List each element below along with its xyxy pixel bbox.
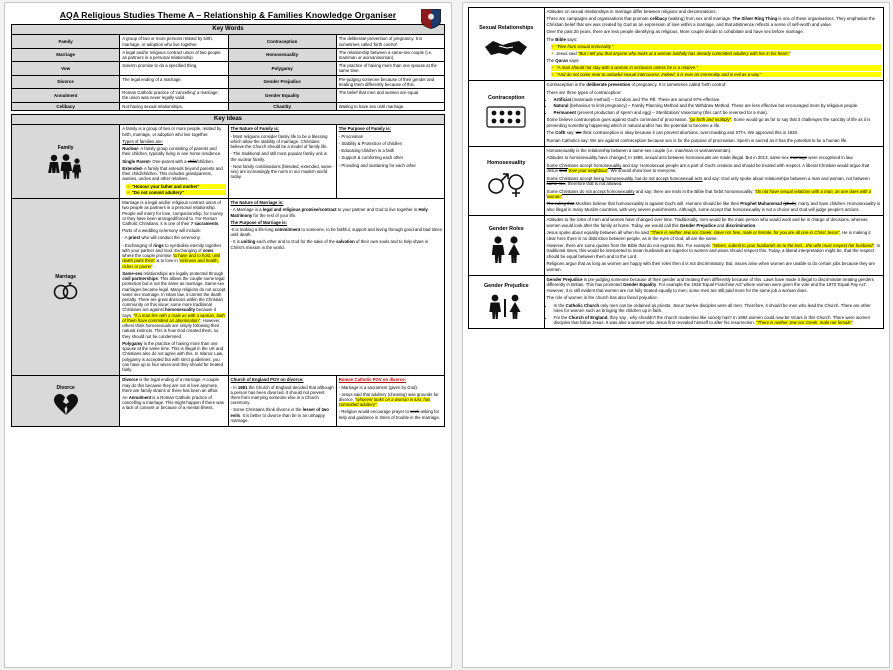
paragraph: Homosexuality is the relationship between a same-sex couple (i.e. man/man or woman/woman).: [546, 148, 732, 154]
keyword-term: Family: [12, 35, 120, 48]
table-row-gender-prejudice: [469, 276, 884, 329]
paragraph: However, there are some quotes from the Bible that do not express this. For example: "Wives, submit to your husbands as to the lord…the wife must respect her husband". In traditional times, this would be interpreted to mean husbands are superior to women and wives should respect this. Today, a liberal interpretation might be, that the respect should be equal between them and to the Lord.: [546, 242, 881, 259]
family-label-cell: [12, 125, 120, 199]
keyword-term: Vow: [12, 62, 120, 75]
table-row: [12, 35, 445, 48]
paragraph: There are three types of contraception:: [546, 89, 622, 95]
paragraph: Jesus spoke about equality between all when he said "There is neither Jew nor Greek, slave nor free, male or female, for you are all one in Christ Jesus". He is making it clear here there is no distinction between people, as in the eyes of God, all are the same.: [546, 230, 871, 241]
family-quote: ✦ "Do not commit adultery": [126, 190, 225, 195]
family-icon: [46, 153, 86, 179]
paragraph: Gender Prejudice is pre-judging someone because of their gender and treating them differently because of this. Laws have made it illegal to discriminate treating genders differently in Britian. This has promoted Gender Equality. For example the 1928 'Equal Franchise Act' where women were given the vote and the 1970 'Equal Pay Act'. However, it is still evident that women are not fully treated equally to men; some men are still paid more for the same job a woman does.: [546, 277, 874, 293]
paragraph: The CofE say: we think contraception is okay because it can prevent abortions, overcrowding and STI's. We approved this in 1930.: [546, 130, 799, 136]
table-row: [12, 102, 445, 110]
divorce-coe-p1: - In 1981 the Church of England decided that although a person has been divorced, it should not prevent them from marrying someone else in a Church ceremony.: [230, 384, 334, 406]
sexual-relationships-label: Sexual Relationships: [479, 25, 534, 32]
divorce-rc-p1: - Marriage is a sacrament (given by God).: [338, 384, 419, 390]
church-roles-list: [547, 303, 881, 326]
marriage-p2: Parts of a wedding ceremony will include:: [122, 228, 202, 234]
table-row-homosexuality: [469, 147, 884, 216]
marriage-col1: [120, 199, 228, 376]
paragraph: Attitudes on sexual relationships in marriage differ between religions and denominations.: [546, 9, 717, 14]
gender-prejudice-label: Gender Prejudice: [483, 283, 529, 290]
family-types-head: Types of families are:: [122, 138, 163, 144]
divorce-rc-head: Roman Catholic POV on divorce:: [338, 377, 407, 383]
quote: ✦ "Flee from sexual immorality.": [551, 44, 881, 49]
marriage-p4: Polygamy is the practice of having more than one spouse at the same time. This is illegal in the UK and Christians also do not agree with this. In Islamic Law, polygamy is accepted but with strict guidelines; you can have up to four wives and they should be treated fairly.: [122, 340, 224, 373]
keyword-def: Solemn promise to do a specified thing.: [120, 62, 228, 75]
keyword-term: Annulment: [12, 89, 120, 102]
gender-roles-label: Gender Roles: [488, 225, 524, 232]
key-words-table: [11, 24, 445, 111]
homosexuality-label-cell: [469, 147, 545, 216]
paragraph: Contraception is the deliberate prevention of pregnancy. It is sometimes called 'birth control'.: [546, 82, 728, 88]
paragraph: The ruling that Muslims believe that homosexuality is against God's will. Humans should be like their Prophet Muhammad (pbuh); marry and have children. Homosexuality is also illegal in many Muslim countries, with very severe punishments. Although, some accept that homosexuality is not a choice and God will judge people's actions.: [546, 201, 881, 212]
keyword-def: The legal ending of a marriage.: [120, 75, 228, 88]
family-nature-head: The Nature of Family is:: [230, 126, 280, 132]
keyword-term: Contraception: [228, 35, 336, 48]
keyword-def: A legal and/or religious contract union of two people as partners in a personal relationship: [120, 48, 228, 61]
list-item: • For the Church of England, they say , why shouldn't the church modernise like society has? In 1992 women could now be Vicars in this Church. There were women disciples that follow Jesus. It was also a women who Jesus first revealed himself to after his resurrection. "There is neither Jew nor Greek, male nor female".: [554, 315, 881, 326]
keyword-term: Polygamy: [228, 62, 336, 75]
table-row-family: [12, 125, 445, 199]
wedding-rings-icon: [49, 282, 83, 300]
gender-prejudice-label-cell: [469, 276, 545, 329]
marriage-col2: [228, 199, 445, 376]
title-block: [11, 10, 445, 20]
table-row: [12, 62, 445, 75]
sexual-relationships-body: [544, 8, 883, 81]
page-title: AQA Religious Studies Theme A – Relationship & Families Knowledge Organiser: [59, 10, 397, 20]
marriage-p1: Marriage is a legal and/or religious contract union of two people as partners in a personal relationship. People will marry for love, companionship, for money or they have been arranged/forced to. For Roman Catholic Christians, it is one of their 7 sacraments.: [122, 200, 224, 226]
family-p1: A family is a group of two or more people, related by birth, marriage, or adoption who live together.: [122, 126, 222, 137]
keyword-term: Chastity: [228, 102, 336, 110]
bible-quotes: [547, 44, 881, 56]
divorce-rc-p3: - Religion would encourage prayer to seek asking for help and guidance in times of trouble in the marriage.: [338, 409, 441, 420]
marriage-nature-head: The Nature of Marriage is:: [230, 200, 284, 206]
gender-prejudice-body: [544, 276, 883, 329]
paragraph: There are campaigns and organisations that promote celibacy (waiting) from sex until marriage. The Silver Ring Thing is one of these organisations. They emphasise the Christian belief that sex was created by God as an expression of love within a marriage, and that abstinence reflects a sense of self-worth and value.: [546, 16, 876, 27]
list-item: • Natural (behaviour to limit pregnancy) – Family Planning Method and the Withdraw Method. These are less effective but encouraged more by religious people.: [554, 103, 881, 108]
keyword-def: The relationship between a same-sex couple (i.e. man/man or woman/woman).: [336, 48, 444, 61]
family-col2: [228, 125, 336, 199]
table-row: [12, 75, 445, 88]
table-row-gender-roles: [469, 216, 884, 276]
pills-icon: [484, 104, 528, 130]
key-ideas-header: Key Ideas: [12, 115, 445, 125]
family-label: Family: [57, 144, 74, 151]
keyword-def: Waiting to have sex until marriage.: [336, 102, 444, 110]
man-woman-icon: [485, 235, 527, 263]
paragraph: Roman Catholics say: We are against contraception because sex is for the purpose of procreation. Sperm is sacred as it has the potential to be a human life.: [546, 137, 848, 143]
family-purpose-item: - Procreation: [338, 133, 364, 139]
list-item: • In the Catholic Church only men can be ordained as priests. Jesus' twelve disciples were all men. Therefore, it should be men who lead the Church. There are other roles for women such as bringing the children up in faith.: [554, 303, 881, 314]
divorce-p2: An Annulment is a Roman Catholic practice of cancelling a marriage. This might happen if there was a lack of consent or because of a mental illness.: [122, 395, 224, 411]
key-ideas-table: [11, 114, 445, 427]
right-topics-table: [468, 7, 884, 329]
family-single: Single Parent- One-parent with a child/children.: [122, 158, 214, 164]
keyword-def: The practice of having more than one spouse at the same time.: [336, 62, 444, 75]
table-row-contraception: [469, 81, 884, 147]
paragraph: Religions argue that as long as women are happy with their roles then it is not discriminatory. But, issues arise when women are unable to do certain jobs because they are women.: [546, 261, 876, 272]
keyword-term: Homosexuality: [228, 48, 336, 61]
divorce-rc-p2: - Jesus said that adultery (cheating) was grounds for divorce, "whoever looks on a woman in lust, has committed adultery".: [338, 391, 439, 408]
paragraph: Some Christians do not accept homosexuality and say: there are texts in the Bible that forbit homosexuality: "do not have sexual relations with a man, as one does with a woman".: [546, 188, 872, 199]
gender-roles-body: [544, 216, 883, 276]
keyword-def: The belief that men and women are equal.: [336, 89, 444, 102]
divorce-col1: [120, 376, 228, 427]
paragraph: Attitudes to homosexuality have changed; In 1885, sexual acts between homosexuals are made illegal. But in 2013, same-sex marriage were recognised in law.: [546, 155, 854, 161]
quran-quotes: [547, 65, 881, 77]
left-page: [4, 2, 452, 668]
paragraph: The Quran says:: [546, 57, 580, 63]
quote: ✦ "And do not come near to unlawful sexual intercourse. Indeed, it is ever an immorality and is evil as a way.": [551, 72, 881, 77]
keyword-term: Gender Equality: [228, 89, 336, 102]
quote: ✦ "A man should not stay with a woman in seclusion unless he is a relative.": [551, 65, 881, 70]
marriage-label: Marriage: [55, 274, 77, 281]
contraception-label-cell: [469, 81, 545, 147]
school-crest-icon: [419, 8, 443, 30]
paragraph: The Bible says:: [546, 36, 578, 42]
marriage-b1: - A priest who will conduct the ceremony.: [122, 235, 201, 241]
keyword-term: Celibacy: [12, 102, 120, 110]
table-row-marriage: [12, 199, 445, 376]
keyword-term: Gender Prejudice: [228, 75, 336, 88]
family-col1: [120, 125, 228, 199]
family-purpose-item: - Providing and sustaining for each other: [338, 162, 416, 168]
table-row-divorce: [12, 376, 445, 427]
homosexuality-body: [544, 147, 883, 216]
handshake-icon: [483, 35, 529, 61]
list-item: • Artificial (manmade method) – Condom and The Pill. These are around 97% effective.: [554, 97, 881, 102]
paragraph: Over the past 20 years, there are less people identifying as religious. More couple decide to cohabitate and have sex before marriage.: [546, 29, 804, 35]
divorce-coe-head: Church of England POV on divorce:: [230, 377, 304, 383]
table-row: [12, 48, 445, 61]
family-nature-item: - New family combinations (blended, extended, same-sex) are increasingly the norm in our modern world today.: [230, 163, 333, 180]
family-purpose-item: - Educating children in a faith: [338, 148, 395, 154]
table-row: [12, 89, 445, 102]
paragraph: Some Christians accept being homosexuality, but do not accept homosexual acts and say: God only spoke about relationships between a man and woman, not between same-sex, therefore that is not allowed.: [546, 175, 870, 187]
paragraph: The role of women in the church has also faced prejudice:: [546, 295, 658, 301]
family-purpose-item: - Support & comforting each other: [338, 155, 404, 161]
homosexuality-label: Homosexuality: [487, 160, 526, 167]
family-purpose-item: - Stability & Protection of children: [338, 140, 403, 146]
sexual-relationships-label-cell: [469, 8, 545, 81]
keyword-def: Not having sexual relationships.: [120, 102, 228, 110]
family-quotes: [122, 184, 225, 195]
paragraph: Some believe contraception goes against God's command of procreation, "go forth and multiply". Some would go as far to say that it challenges the sanctity of life as it is preventing something happening which is natural and/or has the potential to become a life.: [546, 117, 871, 128]
family-quote: ✦ "Honour your father and mother": [126, 184, 225, 189]
contraception-label: Contraception: [488, 94, 525, 101]
broken-heart-icon: [53, 393, 79, 417]
scales-people-icon: [484, 293, 528, 319]
keyword-def: The deliberate prevention of pregnancy. It is sometimes called 'birth control'.: [336, 35, 444, 48]
marriage-p3: Same-sex relationships are legally protected through civil partnerships. This allows the couple some legal protection but is not the same as marriage. Same-sex marriages became legal. Many religions do not accept same sex marriage. In Islam law, it carries the death penalty. There are great divisions within the Christian community on this issue; some more traditional Christians are against homosexuality because it says, "if a man lies with a male as with a woman, both of them have committed an abomination". However, others think homosexuals are simply following their natural instincts. This is how God created them, so they should not be condemned.: [122, 270, 226, 339]
page-gap: [452, 0, 462, 670]
divorce-coe-p2: - Some Christians think divorce is the lesser of two evils. It is better to divorce than be in an unhappy marriage.: [230, 407, 329, 423]
keyword-def: Pre-judging someone because of their gender and treating them differently because of this.: [336, 75, 444, 88]
key-words-header: Key Words: [12, 25, 445, 35]
family-col3: [336, 125, 444, 199]
divorce-col2: [228, 376, 336, 427]
list-item: • Permanent (prevent production of sperm and egg) – Sterilization/ Vasectomy (this can't be reversed for a man).: [554, 110, 881, 115]
divorce-p1: Divorce is the legal ending of a marriage. A couple may do this because they are not in love anymore, there are family strains or there has been an affair.: [122, 377, 219, 393]
right-page: [462, 2, 890, 668]
family-nuclear: Nuclear- A family group consisting of parents and their children, typically living in one home residence.: [122, 146, 222, 157]
keyword-def: Roman Catholic practice of 'cancelling' a marriage; the union was never legally valid.: [120, 89, 228, 102]
divorce-label-cell: [12, 376, 120, 427]
marriage-purpose-head: The Purpose of Marriage is:: [230, 219, 288, 225]
keyword-def: A group of two or more persons related by birth, marriage, or adoption who live together.: [120, 35, 228, 48]
table-row-sexual-relationships: [469, 8, 884, 81]
divorce-label: Divorce: [56, 385, 75, 392]
family-extended: Extended- A family that extends beyond parents and their child/children. This includes grandparents, aunties, uncles and other relatives.: [122, 165, 223, 182]
keyword-term: Marriage: [12, 48, 120, 61]
contraception-types: [547, 97, 881, 115]
marriage-b2: - Exchanging of rings to symbolise eternity together with your partner and God. Exchanging of vows where the couple promise 'to have and to hold, until death parts them' & to love in 'sickness and health, richer or poorer'.: [122, 242, 222, 269]
keyword-term: Divorce: [12, 75, 120, 88]
divorce-col3: [336, 376, 444, 427]
paragraph: Some Christians accept homosexuality and say: Homosexual people are a part of God's creation and should be treated with respect. A liberal Christian would argue that Jesus said 'love your neighbour'. We should show love to everyone.: [546, 162, 870, 174]
contraception-body: [544, 81, 883, 147]
family-purpose-head: The Purpose of Family is:: [338, 126, 392, 132]
marriage-nature-item: - A Marriage is a legal and religious promise/contract to your partner and God to live together in Holy Matrimony for the rest of your life.: [230, 207, 428, 218]
family-nature-item: - Most religions consider family life to be a blessing which allow the stability of marriage. Christians believe the Church should be a model of family life.: [230, 133, 328, 150]
gender-roles-label-cell: [469, 216, 545, 276]
marriage-purpose-item: - It is uniting each other and to God for the sake of the salvation of their own souls and to help share in Christ's mission in the world.: [230, 239, 429, 250]
marriage-label-cell: [12, 199, 120, 376]
quote: ✦ Jesus said "But I tell you that anyone who looks at a woman lustfully has already committed adultery with her in his heart.": [551, 51, 881, 56]
marriage-purpose-item: -It is making a life-long commitment to someone, to be faithful, support and loving through good and bad times until death.: [230, 226, 442, 238]
paragraph: Attitudes to the roles of men and women have changed over time. Traditionally, men would be the main person who would work and be in charge of decisions, whereas women would look after the family at home. Today, we would call this Gender Prejudice and discrimination.: [546, 217, 868, 228]
family-nature-item: - The traditional and still most popular family unit is the nuclear family.: [230, 151, 327, 162]
gender-symbols-icon: [483, 170, 529, 200]
